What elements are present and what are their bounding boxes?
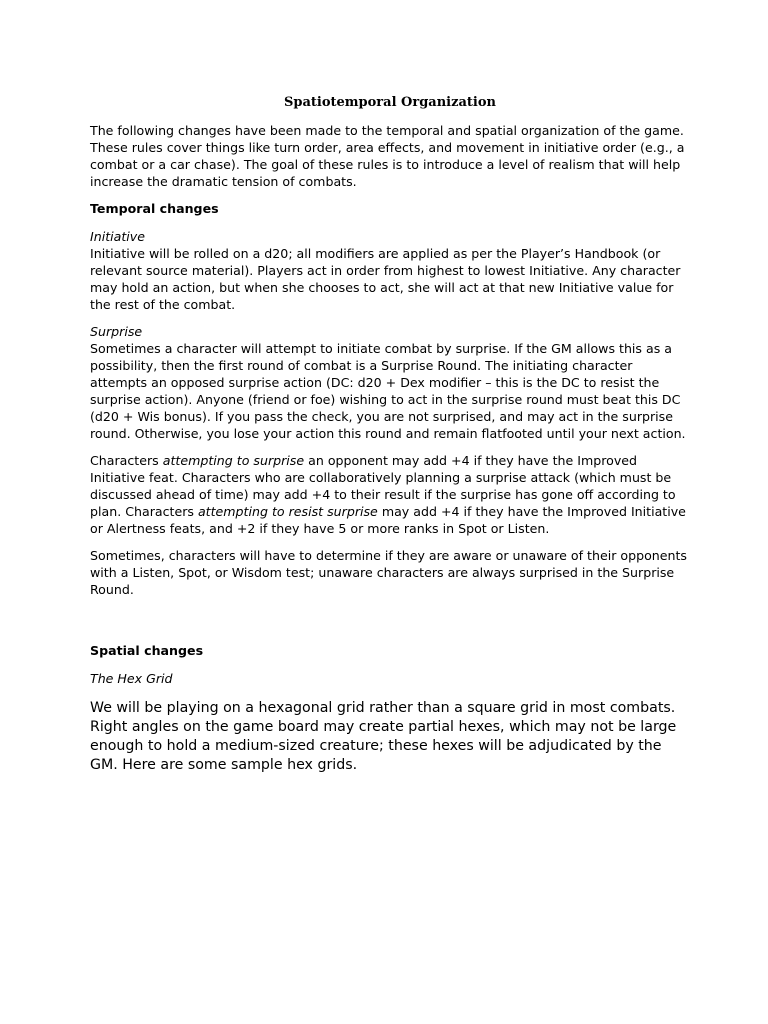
surprise-paragraph: Sometimes a character will attempt to initiate combat by surprise. If the GM allows this as a possibility, then the first round of combat is a Surprise Round. The initiating character attempts an opposed surprise action (DC: d20 + Dex modifier – this is the DC to resist the surprise action). Anyone (friend or foe) wishing to act in the surprise round must beat this DC (d20 + Wis bonus). If you pass the check, you are not surprised, and may act in the surprise round. Otherwise, you lose your action this round and remain flatfooted until your next action.: [90, 341, 686, 441]
spatial-changes-heading: Spatial changes: [90, 643, 204, 658]
hex-grid-paragraph: We will be playing on a hexagonal grid rather than a square grid in most combats. Right angles on the game board may create partial hexes, which may not be large enough to hold a medium-sized creature; these hexes will be adjudicated by the GM. Here are some sample hex grids.: [90, 700, 677, 773]
surprise-bonus-paragraph: [90, 452, 690, 537]
initiative-subheading: Initiative: [90, 229, 145, 244]
document-page: [90, 94, 690, 785]
document-title: Spatiotemporal Organization: [284, 95, 496, 110]
bonus-emphasis-resist: attempting to resist surprise: [197, 504, 378, 519]
section-spacer: [90, 608, 690, 642]
initiative-section: [90, 228, 690, 313]
initiative-paragraph: Initiative will be rolled on a d20; all modifiers are applied as per the Player’s Handbook (or relevant source material). Players act in order from highest to lowest Initiative. Any character may hold an action, but when she chooses to act, she will act at that new Initiative value for the rest of the combat.: [90, 246, 681, 312]
bonus-emphasis-surprise: attempting to surprise: [162, 453, 305, 468]
bonus-text-c: may add +4 if they have the Improved Initiative or Alertness feats, and +2 if they have 5 or more ranks in Spot or Listen.: [90, 504, 686, 536]
awareness-paragraph: Sometimes, characters will have to determine if they are aware or unaware of their opponents with a Listen, Spot, or Wisdom test; unaware characters are always surprised in the Surprise Round.: [90, 548, 687, 597]
surprise-section: [90, 323, 690, 442]
intro-paragraph: The following changes have been made to the temporal and spatial organization of the game. These rules cover things like turn order, area effects, and movement in initiative order (e.g., a combat or a car chase). The goal of these rules is to introduce a level of realism that will help increase the dramatic tension of combats.: [90, 123, 685, 189]
hex-grid-subheading: The Hex Grid: [90, 671, 173, 686]
bonus-text-b: an opponent may add +4 if they have the Improved Initiative feat. Characters who are collaboratively planning a surprise attack (which must be discussed ahead of time) may add +4 to their result if the surprise has gone off according to plan. Characters: [90, 453, 676, 519]
bonus-text-a: Characters: [90, 453, 163, 468]
temporal-changes-heading: Temporal changes: [90, 201, 219, 216]
surprise-subheading: Surprise: [90, 324, 143, 339]
